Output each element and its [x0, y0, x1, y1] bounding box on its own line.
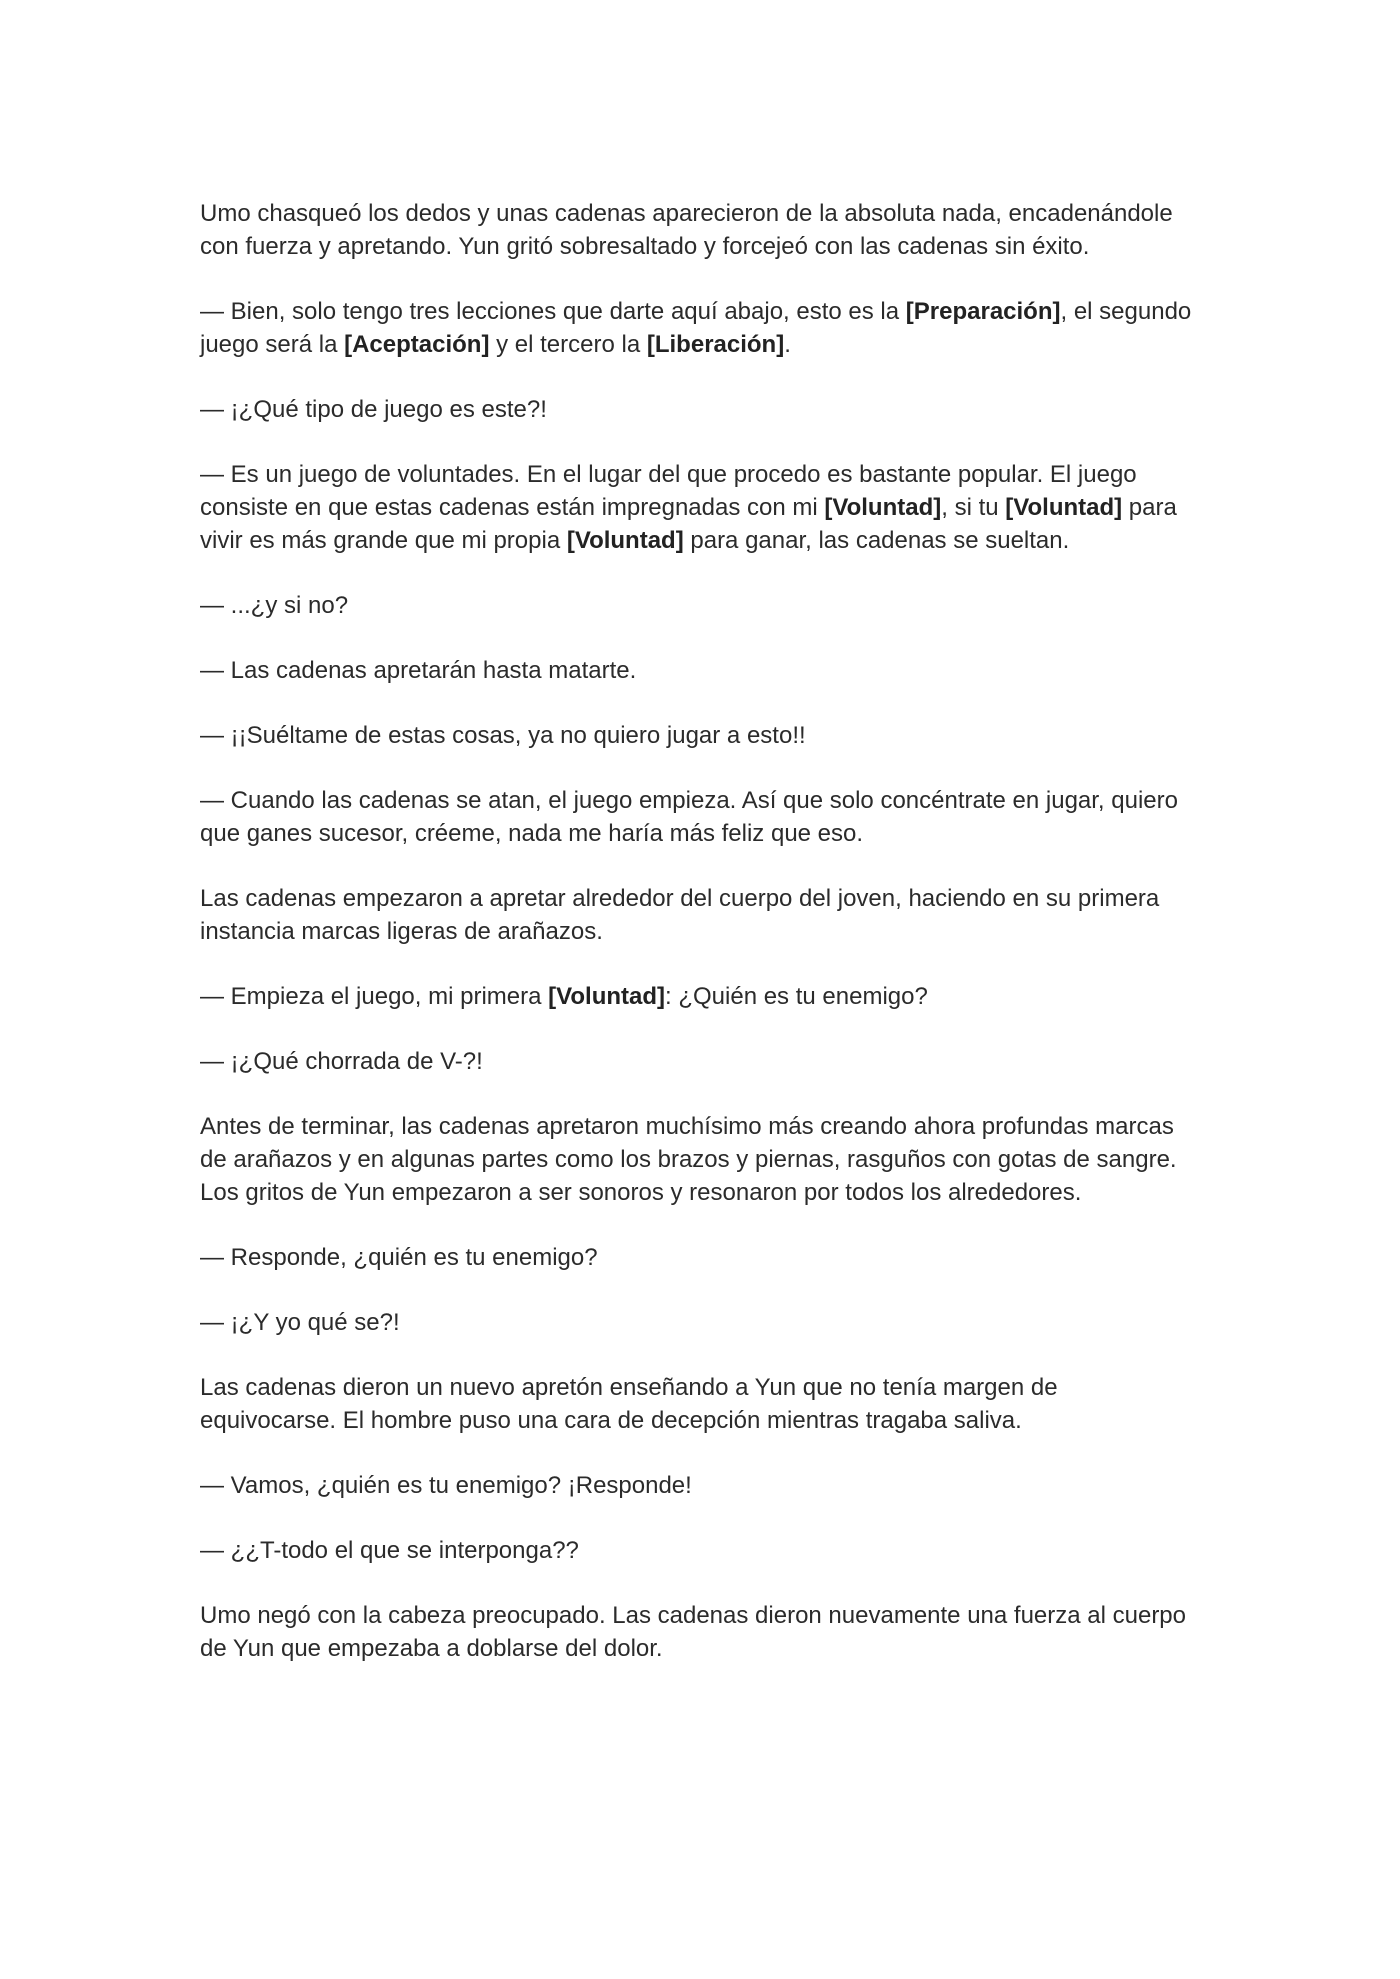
text-run: para vivir es más grande que mi propia	[200, 494, 1177, 554]
bold-term: [Voluntad]	[1005, 494, 1123, 521]
paragraph	[200, 393, 1200, 426]
paragraph	[200, 1469, 1200, 1502]
text-run: — Bien, solo tengo tres lecciones que darte aquí abajo, esto es la	[200, 298, 906, 325]
text-run: — Cuando las cadenas se atan, el juego empieza. Así que solo concéntrate en jugar, quiero que ganes sucesor, créeme, nada me haría más feliz que eso.	[200, 787, 1178, 847]
bold-term: [Aceptación]	[344, 331, 490, 358]
text-run: — ¡¿Y yo qué se?!	[200, 1309, 400, 1336]
paragraph	[200, 1306, 1200, 1339]
bold-term: [Voluntad]	[548, 983, 665, 1010]
text-run: — Responde, ¿quién es tu enemigo?	[200, 1244, 598, 1271]
paragraph	[200, 654, 1200, 687]
text-run: Las cadenas dieron un nuevo apretón enseñando a Yun que no tenía margen de equivocarse. El hombre puso una cara de decepción mientras tragaba saliva.	[200, 1374, 1058, 1434]
text-run: Antes de terminar, las cadenas apretaron muchísimo más creando ahora profundas marcas de arañazos y en algunas partes como los brazos y piernas, rasguños con gotas de sangre. Los gritos de Yun empezaron a ser sonoros y resonaron por todos los alrededores.	[200, 1113, 1177, 1206]
document-body	[200, 197, 1200, 1697]
paragraph	[200, 980, 1200, 1013]
text-run: Umo negó con la cabeza preocupado. Las cadenas dieron nuevamente una fuerza al cuerpo de Yun que empezaba a doblarse del dolor.	[200, 1602, 1187, 1662]
text-run: , si tu	[941, 494, 1006, 521]
text-run: — ¡¿Qué tipo de juego es este?!	[200, 396, 547, 423]
text-run: — ...¿y si no?	[200, 592, 349, 619]
paragraph	[200, 589, 1200, 622]
bold-term: [Preparación]	[905, 298, 1061, 325]
paragraph	[200, 1534, 1200, 1567]
text-run: y el tercero la	[489, 331, 647, 358]
text-run: — ¡¿Qué chorrada de V-?!	[200, 1048, 483, 1075]
paragraph	[200, 197, 1200, 263]
bold-term: [Voluntad]	[824, 494, 942, 521]
text-run: : ¿Quién es tu enemigo?	[665, 983, 928, 1010]
paragraph	[200, 1241, 1200, 1274]
paragraph	[200, 1110, 1200, 1209]
text-run: para ganar, las cadenas se sueltan.	[683, 527, 1070, 554]
bold-term: [Voluntad]	[566, 527, 684, 554]
text-run: Umo chasqueó los dedos y unas cadenas aparecieron de la absoluta nada, encadenándole con fuerza y apretando. Yun gritó sobresaltado y forcejeó con las cadenas sin éxito.	[200, 200, 1173, 260]
text-run: .	[784, 331, 791, 358]
text-run: , el segundo juego será la	[200, 298, 1192, 358]
paragraph	[200, 1045, 1200, 1078]
text-run: — Es un juego de voluntades. En el lugar del que procedo es bastante popular. El juego consiste en que estas cadenas están impregnadas con mi	[200, 461, 1137, 521]
paragraph	[200, 1599, 1200, 1665]
bold-term: [Liberación]	[646, 331, 785, 358]
text-run: — Empieza el juego, mi primera	[200, 983, 549, 1010]
paragraph	[200, 784, 1200, 850]
text-run: — ¡¡Suéltame de estas cosas, ya no quiero jugar a esto!!	[200, 722, 806, 749]
text-run: Las cadenas empezaron a apretar alrededor del cuerpo del joven, haciendo en su primera instancia marcas ligeras de arañazos.	[200, 885, 1160, 945]
paragraph	[200, 1371, 1200, 1437]
paragraph	[200, 882, 1200, 948]
paragraph	[200, 295, 1200, 361]
paragraph	[200, 458, 1200, 557]
paragraph	[200, 719, 1200, 752]
text-run: — Vamos, ¿quién es tu enemigo? ¡Responde!	[200, 1472, 692, 1499]
text-run: — ¿¿T-todo el que se interponga??	[200, 1537, 579, 1564]
text-run: — Las cadenas apretarán hasta matarte.	[200, 657, 637, 684]
